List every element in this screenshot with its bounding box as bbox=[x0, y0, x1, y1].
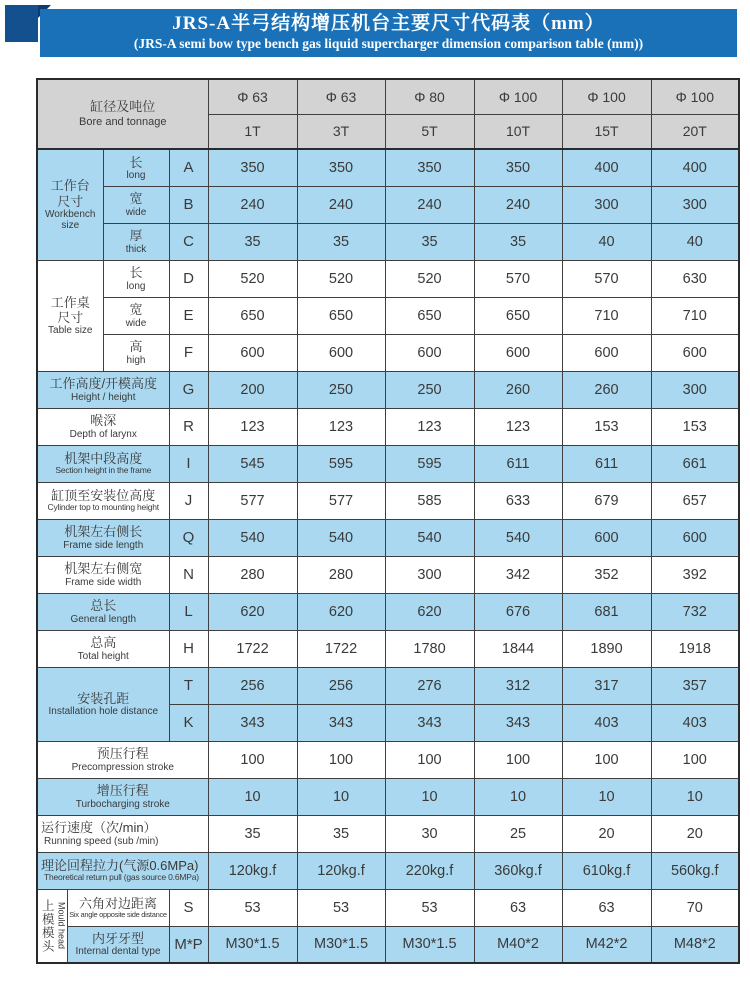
table-row-T bbox=[37, 667, 739, 704]
value-cell: 280 bbox=[297, 556, 385, 593]
code-cell: F bbox=[169, 334, 208, 371]
value-cell: 403 bbox=[562, 704, 651, 741]
value-cell: 100 bbox=[208, 741, 297, 778]
value-cell: 343 bbox=[297, 704, 385, 741]
sub-en: high bbox=[126, 354, 146, 366]
value-cell: 70 bbox=[651, 889, 739, 926]
value-cell: 300 bbox=[651, 371, 739, 408]
group-en: Installation hole distance bbox=[48, 706, 159, 718]
table-row-S bbox=[37, 889, 739, 926]
value-cell: 10 bbox=[297, 778, 385, 815]
value-cell: 10 bbox=[562, 778, 651, 815]
value-cell: 1780 bbox=[385, 630, 474, 667]
value-cell: 20 bbox=[651, 815, 739, 852]
value-cell: 600 bbox=[474, 334, 562, 371]
value-cell: 35 bbox=[208, 223, 297, 260]
value-cell: 352 bbox=[562, 556, 651, 593]
value-cell: 1844 bbox=[474, 630, 562, 667]
value-cell: 650 bbox=[385, 297, 474, 334]
sub-en: long bbox=[126, 280, 146, 292]
group-en: Table size bbox=[48, 325, 93, 337]
diameter-cell: Φ 63 bbox=[208, 79, 297, 114]
sub-label bbox=[103, 149, 169, 186]
sub-zh: 厚 bbox=[129, 228, 143, 244]
label-zh: 机架左右侧长 bbox=[64, 524, 143, 540]
table-row-N bbox=[37, 556, 739, 593]
value-cell: 100 bbox=[385, 741, 474, 778]
value-cell: 256 bbox=[208, 667, 297, 704]
value-cell: 520 bbox=[297, 260, 385, 297]
value-cell: 633 bbox=[474, 482, 562, 519]
value-cell: 360kg.f bbox=[474, 852, 562, 889]
value-cell: 570 bbox=[562, 260, 651, 297]
code-cell: D bbox=[169, 260, 208, 297]
table-row-D bbox=[37, 260, 739, 297]
table-row-C bbox=[37, 223, 739, 260]
value-cell: 350 bbox=[474, 149, 562, 186]
value-cell: 577 bbox=[297, 482, 385, 519]
page-subtitle: (JRS-A semi bow type bench gas liquid supercharger dimension comparison table (mm)) bbox=[133, 35, 644, 51]
value-cell: 35 bbox=[297, 223, 385, 260]
value-cell: 100 bbox=[474, 741, 562, 778]
row-label bbox=[67, 926, 169, 963]
sub-en: wide bbox=[125, 317, 147, 329]
bore-tonnage-zh: 缸径及吨位 bbox=[90, 99, 156, 115]
diameter-cell: Φ 100 bbox=[474, 79, 562, 114]
value-cell: 10 bbox=[651, 778, 739, 815]
value-cell: 300 bbox=[562, 186, 651, 223]
value-cell: 63 bbox=[562, 889, 651, 926]
label-en: Cylinder top to mounting height bbox=[47, 502, 159, 513]
label-zh: 理论回程拉力(气源0.6MPa) bbox=[41, 858, 199, 874]
tonnage-cell: 20T bbox=[651, 114, 739, 149]
value-cell: 350 bbox=[385, 149, 474, 186]
value-cell: 392 bbox=[651, 556, 739, 593]
label-zh: 预压行程 bbox=[96, 746, 149, 762]
label-zh: 机架中段高度 bbox=[64, 451, 143, 467]
value-cell: 620 bbox=[297, 593, 385, 630]
value-cell: 600 bbox=[562, 519, 651, 556]
value-cell: M30*1.5 bbox=[297, 926, 385, 963]
value-cell: M40*2 bbox=[474, 926, 562, 963]
value-cell: 35 bbox=[385, 223, 474, 260]
row-label bbox=[37, 852, 208, 889]
value-cell: 30 bbox=[385, 815, 474, 852]
table-row-L bbox=[37, 593, 739, 630]
value-cell: 10 bbox=[208, 778, 297, 815]
value-cell: 256 bbox=[297, 667, 385, 704]
group-zh: 安装孔距 bbox=[77, 690, 130, 706]
row-label bbox=[37, 815, 208, 852]
sub-en: long bbox=[126, 169, 146, 181]
label-zh: 机架左右侧宽 bbox=[64, 561, 143, 577]
value-cell: 600 bbox=[651, 334, 739, 371]
value-cell: 610kg.f bbox=[562, 852, 651, 889]
value-cell: 600 bbox=[208, 334, 297, 371]
label-zh: 总长 bbox=[90, 598, 117, 614]
value-cell: 676 bbox=[474, 593, 562, 630]
value-cell: 600 bbox=[651, 519, 739, 556]
sub-zh: 长 bbox=[129, 154, 143, 170]
value-cell: M30*1.5 bbox=[208, 926, 297, 963]
row-label bbox=[37, 445, 169, 482]
sub-label bbox=[103, 223, 169, 260]
row-label bbox=[37, 741, 208, 778]
value-cell: 100 bbox=[297, 741, 385, 778]
value-cell: 350 bbox=[208, 149, 297, 186]
value-cell: 220kg.f bbox=[385, 852, 474, 889]
code-cell: C bbox=[169, 223, 208, 260]
table-row-A bbox=[37, 149, 739, 186]
group-zh: 尺寸 bbox=[57, 193, 84, 209]
dimension-table-wrapper bbox=[36, 78, 740, 964]
value-cell: 1722 bbox=[208, 630, 297, 667]
row-label bbox=[37, 556, 169, 593]
value-cell: 650 bbox=[208, 297, 297, 334]
sub-en: thick bbox=[125, 243, 147, 255]
value-cell: 53 bbox=[385, 889, 474, 926]
value-cell: 343 bbox=[385, 704, 474, 741]
table-row-pull bbox=[37, 852, 739, 889]
tonnage-cell: 3T bbox=[297, 114, 385, 149]
value-cell: 280 bbox=[208, 556, 297, 593]
value-cell: 63 bbox=[474, 889, 562, 926]
value-cell: 570 bbox=[474, 260, 562, 297]
label-en: Section height in the frame bbox=[55, 465, 152, 476]
tonnage-cell: 5T bbox=[385, 114, 474, 149]
value-cell: 123 bbox=[474, 408, 562, 445]
code-cell: J bbox=[169, 482, 208, 519]
value-cell: 403 bbox=[651, 704, 739, 741]
value-cell: 560kg.f bbox=[651, 852, 739, 889]
label-en: Frame side length bbox=[63, 539, 144, 551]
code-cell: H bbox=[169, 630, 208, 667]
dimension-table bbox=[36, 78, 740, 964]
sub-en: wide bbox=[125, 206, 147, 218]
label-en: Frame side width bbox=[65, 576, 142, 588]
table-row-E bbox=[37, 297, 739, 334]
value-cell: 35 bbox=[297, 815, 385, 852]
group-zh: 尺寸 bbox=[57, 310, 84, 325]
value-cell: 585 bbox=[385, 482, 474, 519]
bore-tonnage-header bbox=[37, 79, 208, 149]
value-cell: 317 bbox=[562, 667, 651, 704]
label-en: Running speed (sub /min) bbox=[44, 835, 159, 847]
value-cell: 100 bbox=[562, 741, 651, 778]
row-label bbox=[37, 408, 169, 445]
value-cell: 650 bbox=[297, 297, 385, 334]
code-cell: M*P bbox=[169, 926, 208, 963]
label-en: Theoretical return pull (gas source 0.6MPa) bbox=[44, 872, 199, 883]
value-cell: 1722 bbox=[297, 630, 385, 667]
sub-zh: 宽 bbox=[129, 302, 143, 318]
value-cell: 10 bbox=[474, 778, 562, 815]
value-cell: 520 bbox=[208, 260, 297, 297]
table-row-G bbox=[37, 371, 739, 408]
table-row-turbocharging bbox=[37, 778, 739, 815]
value-cell: M42*2 bbox=[562, 926, 651, 963]
value-cell: 35 bbox=[208, 815, 297, 852]
table-row-I bbox=[37, 445, 739, 482]
row-label bbox=[37, 630, 169, 667]
value-cell: 679 bbox=[562, 482, 651, 519]
group-label-holes bbox=[37, 667, 169, 741]
value-cell: 343 bbox=[474, 704, 562, 741]
group-label-worktable bbox=[37, 260, 103, 371]
value-cell: M48*2 bbox=[651, 926, 739, 963]
sub-label bbox=[103, 260, 169, 297]
value-cell: 260 bbox=[474, 371, 562, 408]
value-cell: 250 bbox=[297, 371, 385, 408]
label-zh: 增压行程 bbox=[96, 783, 149, 799]
value-cell: 545 bbox=[208, 445, 297, 482]
value-cell: 661 bbox=[651, 445, 739, 482]
label-en: Total height bbox=[77, 650, 129, 662]
value-cell: 153 bbox=[651, 408, 739, 445]
value-cell: 240 bbox=[297, 186, 385, 223]
value-cell: 681 bbox=[562, 593, 651, 630]
value-cell: 260 bbox=[562, 371, 651, 408]
value-cell: 20 bbox=[562, 815, 651, 852]
row-label bbox=[37, 482, 169, 519]
value-cell: 53 bbox=[297, 889, 385, 926]
value-cell: 357 bbox=[651, 667, 739, 704]
value-cell: 611 bbox=[474, 445, 562, 482]
value-cell: 540 bbox=[297, 519, 385, 556]
label-zh: 内牙牙型 bbox=[91, 931, 144, 947]
value-cell: 120kg.f bbox=[297, 852, 385, 889]
sub-zh: 宽 bbox=[129, 191, 143, 207]
value-cell: 240 bbox=[474, 186, 562, 223]
label-en: Height / height bbox=[71, 391, 136, 403]
value-cell: 53 bbox=[208, 889, 297, 926]
value-cell: 540 bbox=[385, 519, 474, 556]
diameter-cell: Φ 100 bbox=[651, 79, 739, 114]
table-row-precompression bbox=[37, 741, 739, 778]
diameter-cell: Φ 80 bbox=[385, 79, 474, 114]
value-cell: 40 bbox=[562, 223, 651, 260]
table-row-B bbox=[37, 186, 739, 223]
code-cell: G bbox=[169, 371, 208, 408]
value-cell: 200 bbox=[208, 371, 297, 408]
value-cell: 276 bbox=[385, 667, 474, 704]
group-en-vertical: Mould head bbox=[56, 902, 67, 950]
diameter-cell: Φ 100 bbox=[562, 79, 651, 114]
value-cell: 312 bbox=[474, 667, 562, 704]
label-zh: 运行速度（次/min） bbox=[41, 820, 157, 836]
value-cell: 240 bbox=[385, 186, 474, 223]
group-en: Workbench size bbox=[45, 209, 96, 232]
sub-zh: 长 bbox=[129, 265, 143, 281]
bore-tonnage-en: Bore and tonnage bbox=[79, 115, 167, 128]
value-cell: 520 bbox=[385, 260, 474, 297]
value-cell: 600 bbox=[562, 334, 651, 371]
value-cell: 1918 bbox=[651, 630, 739, 667]
code-cell: B bbox=[169, 186, 208, 223]
value-cell: 342 bbox=[474, 556, 562, 593]
value-cell: 732 bbox=[651, 593, 739, 630]
value-cell: 600 bbox=[297, 334, 385, 371]
value-cell: 620 bbox=[385, 593, 474, 630]
label-en: Six angle opposite side distance bbox=[69, 910, 167, 920]
value-cell: 343 bbox=[208, 704, 297, 741]
value-cell: 300 bbox=[385, 556, 474, 593]
row-label bbox=[37, 778, 208, 815]
sub-label bbox=[103, 334, 169, 371]
table-row-Q bbox=[37, 519, 739, 556]
value-cell: 595 bbox=[297, 445, 385, 482]
sub-label bbox=[103, 297, 169, 334]
value-cell: 400 bbox=[562, 149, 651, 186]
label-zh: 喉深 bbox=[90, 413, 117, 429]
sub-zh: 高 bbox=[129, 339, 143, 355]
value-cell: 153 bbox=[562, 408, 651, 445]
value-cell: 657 bbox=[651, 482, 739, 519]
value-cell: 400 bbox=[651, 149, 739, 186]
code-cell: E bbox=[169, 297, 208, 334]
label-en: Turbocharging stroke bbox=[75, 798, 170, 810]
label-zh: 总高 bbox=[90, 635, 117, 651]
label-en: General length bbox=[70, 613, 137, 625]
value-cell: 600 bbox=[385, 334, 474, 371]
value-cell: 300 bbox=[651, 186, 739, 223]
title-accent-square bbox=[5, 5, 38, 42]
value-cell: 240 bbox=[208, 186, 297, 223]
value-cell: 25 bbox=[474, 815, 562, 852]
value-cell: 611 bbox=[562, 445, 651, 482]
label-en: Depth of larynx bbox=[69, 428, 137, 440]
value-cell: 40 bbox=[651, 223, 739, 260]
tonnage-cell: 1T bbox=[208, 114, 297, 149]
table-row-speed bbox=[37, 815, 739, 852]
code-cell: N bbox=[169, 556, 208, 593]
value-cell: 620 bbox=[208, 593, 297, 630]
row-label bbox=[67, 889, 169, 926]
sub-label bbox=[103, 186, 169, 223]
code-cell: S bbox=[169, 889, 208, 926]
group-zh-vertical: 上模模头 bbox=[40, 898, 55, 953]
row-label bbox=[37, 371, 169, 408]
value-cell: 540 bbox=[474, 519, 562, 556]
group-label-workbench bbox=[37, 149, 103, 260]
table-row-J bbox=[37, 482, 739, 519]
value-cell: 710 bbox=[651, 297, 739, 334]
row-label bbox=[37, 593, 169, 630]
header-row-diameter bbox=[37, 79, 739, 114]
code-cell: A bbox=[169, 149, 208, 186]
code-cell: Q bbox=[169, 519, 208, 556]
value-cell: 123 bbox=[385, 408, 474, 445]
table-row-H bbox=[37, 630, 739, 667]
value-cell: 710 bbox=[562, 297, 651, 334]
value-cell: 123 bbox=[208, 408, 297, 445]
value-cell: 100 bbox=[651, 741, 739, 778]
label-zh: 缸顶至安装位高度 bbox=[51, 488, 156, 504]
value-cell: 10 bbox=[385, 778, 474, 815]
value-cell: 123 bbox=[297, 408, 385, 445]
tonnage-cell: 10T bbox=[474, 114, 562, 149]
value-cell: 630 bbox=[651, 260, 739, 297]
value-cell: 35 bbox=[474, 223, 562, 260]
label-zh: 工作高度/开模高度 bbox=[49, 376, 158, 392]
group-zh: 工作台 bbox=[50, 178, 90, 194]
diameter-cell: Φ 63 bbox=[297, 79, 385, 114]
code-cell: T bbox=[169, 667, 208, 704]
value-cell: M30*1.5 bbox=[385, 926, 474, 963]
tonnage-cell: 15T bbox=[562, 114, 651, 149]
value-cell: 250 bbox=[385, 371, 474, 408]
value-cell: 577 bbox=[208, 482, 297, 519]
code-cell: R bbox=[169, 408, 208, 445]
title-banner bbox=[40, 9, 737, 57]
code-cell: I bbox=[169, 445, 208, 482]
group-label-mould bbox=[37, 889, 67, 963]
table-row-F bbox=[37, 334, 739, 371]
label-en: Internal dental type bbox=[75, 946, 161, 958]
code-cell: K bbox=[169, 704, 208, 741]
value-cell: 540 bbox=[208, 519, 297, 556]
value-cell: 595 bbox=[385, 445, 474, 482]
value-cell: 1890 bbox=[562, 630, 651, 667]
table-row-MP bbox=[37, 926, 739, 963]
table-row-R bbox=[37, 408, 739, 445]
row-label bbox=[37, 519, 169, 556]
value-cell: 350 bbox=[297, 149, 385, 186]
value-cell: 120kg.f bbox=[208, 852, 297, 889]
code-cell: L bbox=[169, 593, 208, 630]
value-cell: 650 bbox=[474, 297, 562, 334]
label-zh: 六角对边距离 bbox=[78, 895, 157, 911]
label-en: Precompression stroke bbox=[71, 761, 174, 773]
group-zh: 工作桌 bbox=[50, 294, 90, 310]
page-title: JRS-A半弓结构增压机台主要尺寸代码表（mm） bbox=[172, 13, 605, 34]
